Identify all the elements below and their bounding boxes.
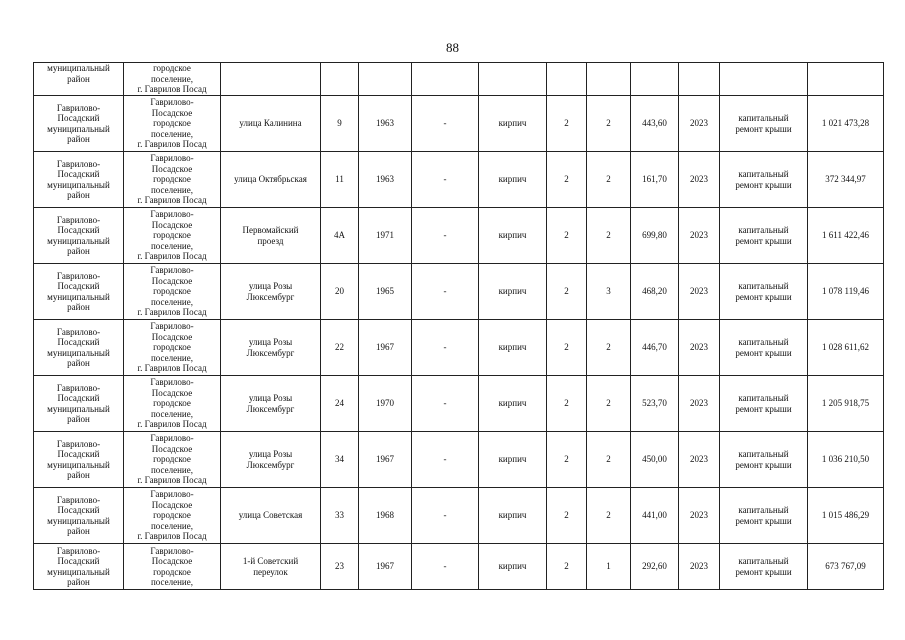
year-built-cell: 1965 [359, 264, 412, 320]
empty-cell [679, 63, 720, 96]
work-type-cell: капитальный ремонт крыши [720, 376, 808, 432]
floors-cell: 2 [547, 488, 587, 544]
dash-cell: - [412, 432, 479, 488]
dash-cell: - [412, 264, 479, 320]
street-cell: улица Калинина [221, 96, 321, 152]
empty-cell [587, 63, 631, 96]
table-row [34, 488, 884, 544]
entrances-cell: 3 [587, 264, 631, 320]
area-cell: 699,80 [631, 208, 679, 264]
house-number-cell: 34 [321, 432, 359, 488]
floors-cell: 2 [547, 152, 587, 208]
house-number-cell: 23 [321, 544, 359, 590]
dash-cell: - [412, 152, 479, 208]
street-cell: улица Розы Люксембург [221, 264, 321, 320]
house-number-cell: 9 [321, 96, 359, 152]
settlement-cell: Гаврилово- Посадское городское поселение, г. Гаврилов Посад [124, 376, 221, 432]
dash-cell: - [412, 488, 479, 544]
table-row [34, 96, 884, 152]
year-built-cell: 1967 [359, 320, 412, 376]
settlement-cell: Гаврилово- Посадское городское поселение, г. Гаврилов Посад [124, 488, 221, 544]
plan-year-cell: 2023 [679, 208, 720, 264]
year-built-cell: 1968 [359, 488, 412, 544]
empty-cell [547, 63, 587, 96]
cost-cell: 1 611 422,46 [808, 208, 884, 264]
settlement-cell: Гаврилово- Посадское городское поселение, [124, 544, 221, 590]
year-built-cell: 1963 [359, 152, 412, 208]
district-cell: Гаврилово- Посадский муниципальный район [34, 488, 124, 544]
cost-cell: 372 344,97 [808, 152, 884, 208]
plan-year-cell: 2023 [679, 488, 720, 544]
street-cell: Первомайский проезд [221, 208, 321, 264]
cost-cell: 1 028 611,62 [808, 320, 884, 376]
street-cell: улица Розы Люксембург [221, 432, 321, 488]
floors-cell: 2 [547, 432, 587, 488]
settlement-cell: городское поселение, г. Гаврилов Посад [124, 63, 221, 96]
house-number-cell: 24 [321, 376, 359, 432]
house-number-cell: 4А [321, 208, 359, 264]
work-type-cell: капитальный ремонт крыши [720, 152, 808, 208]
year-built-cell: 1970 [359, 376, 412, 432]
house-number-cell: 33 [321, 488, 359, 544]
table-row [34, 208, 884, 264]
empty-cell [808, 63, 884, 96]
table-row [34, 320, 884, 376]
entrances-cell: 2 [587, 152, 631, 208]
dash-cell: - [412, 96, 479, 152]
entrances-cell: 1 [587, 544, 631, 590]
empty-cell [479, 63, 547, 96]
cost-cell: 1 036 210,50 [808, 432, 884, 488]
settlement-cell: Гаврилово- Посадское городское поселение, г. Гаврилов Посад [124, 208, 221, 264]
table-row [34, 432, 884, 488]
district-cell: Гаврилово- Посадский муниципальный район [34, 264, 124, 320]
wall-material-cell: кирпич [479, 432, 547, 488]
district-cell: Гаврилово- Посадский муниципальный район [34, 152, 124, 208]
area-cell: 446,70 [631, 320, 679, 376]
plan-year-cell: 2023 [679, 152, 720, 208]
house-number-cell: 20 [321, 264, 359, 320]
settlement-cell: Гаврилово- Посадское городское поселение, г. Гаврилов Посад [124, 432, 221, 488]
area-cell: 292,60 [631, 544, 679, 590]
wall-material-cell: кирпич [479, 488, 547, 544]
district-cell: Гаврилово- Посадский муниципальный район [34, 208, 124, 264]
floors-cell: 2 [547, 96, 587, 152]
floors-cell: 2 [547, 376, 587, 432]
plan-year-cell: 2023 [679, 320, 720, 376]
street-cell: улица Октябрьская [221, 152, 321, 208]
repair-program-table [33, 62, 884, 590]
entrances-cell: 2 [587, 96, 631, 152]
year-built-cell: 1971 [359, 208, 412, 264]
cost-cell: 1 021 473,28 [808, 96, 884, 152]
area-cell: 468,20 [631, 264, 679, 320]
table-row [34, 544, 884, 590]
wall-material-cell: кирпич [479, 96, 547, 152]
dash-cell: - [412, 376, 479, 432]
empty-cell [631, 63, 679, 96]
house-number-cell: 11 [321, 152, 359, 208]
district-cell: Гаврилово- Посадский муниципальный район [34, 432, 124, 488]
settlement-cell: Гаврилово- Посадское городское поселение, г. Гаврилов Посад [124, 320, 221, 376]
entrances-cell: 2 [587, 432, 631, 488]
district-cell: Гаврилово- Посадский муниципальный район [34, 376, 124, 432]
dash-cell: - [412, 544, 479, 590]
empty-cell [321, 63, 359, 96]
settlement-cell: Гаврилово- Посадское городское поселение, г. Гаврилов Посад [124, 96, 221, 152]
page-number: 88 [446, 40, 459, 55]
work-type-cell: капитальный ремонт крыши [720, 432, 808, 488]
plan-year-cell: 2023 [679, 432, 720, 488]
table-row [34, 264, 884, 320]
floors-cell: 2 [547, 208, 587, 264]
wall-material-cell: кирпич [479, 544, 547, 590]
district-cell: муниципальный район [34, 63, 124, 96]
year-built-cell: 1967 [359, 432, 412, 488]
street-cell: улица Розы Люксембург [221, 320, 321, 376]
area-cell: 523,70 [631, 376, 679, 432]
district-cell: Гаврилово- Посадский муниципальный район [34, 96, 124, 152]
street-cell: улица Советская [221, 488, 321, 544]
work-type-cell: капитальный ремонт крыши [720, 264, 808, 320]
street-cell: улица Розы Люксембург [221, 376, 321, 432]
floors-cell: 2 [547, 264, 587, 320]
empty-cell [359, 63, 412, 96]
area-cell: 450,00 [631, 432, 679, 488]
work-type-cell: капитальный ремонт крыши [720, 96, 808, 152]
entrances-cell: 2 [587, 320, 631, 376]
empty-cell [412, 63, 479, 96]
cost-cell: 673 767,09 [808, 544, 884, 590]
entrances-cell: 2 [587, 376, 631, 432]
floors-cell: 2 [547, 320, 587, 376]
work-type-cell: капитальный ремонт крыши [720, 320, 808, 376]
work-type-cell: капитальный ремонт крыши [720, 488, 808, 544]
dash-cell: - [412, 320, 479, 376]
plan-year-cell: 2023 [679, 264, 720, 320]
plan-year-cell: 2023 [679, 376, 720, 432]
wall-material-cell: кирпич [479, 376, 547, 432]
work-type-cell: капитальный ремонт крыши [720, 208, 808, 264]
wall-material-cell: кирпич [479, 320, 547, 376]
settlement-cell: Гаврилово- Посадское городское поселение, г. Гаврилов Посад [124, 152, 221, 208]
area-cell: 441,00 [631, 488, 679, 544]
dash-cell: - [412, 208, 479, 264]
cost-cell: 1 078 119,46 [808, 264, 884, 320]
year-built-cell: 1963 [359, 96, 412, 152]
district-cell: Гаврилово- Посадский муниципальный район [34, 320, 124, 376]
empty-cell [720, 63, 808, 96]
year-built-cell: 1967 [359, 544, 412, 590]
table-row [34, 376, 884, 432]
cost-cell: 1 015 486,29 [808, 488, 884, 544]
table-row-continuation [34, 63, 884, 96]
wall-material-cell: кирпич [479, 208, 547, 264]
street-cell: 1-й Советский переулок [221, 544, 321, 590]
entrances-cell: 2 [587, 208, 631, 264]
floors-cell: 2 [547, 544, 587, 590]
plan-year-cell: 2023 [679, 96, 720, 152]
area-cell: 161,70 [631, 152, 679, 208]
house-number-cell: 22 [321, 320, 359, 376]
work-type-cell: капитальный ремонт крыши [720, 544, 808, 590]
district-cell: Гаврилово- Посадский муниципальный район [34, 544, 124, 590]
cost-cell: 1 205 918,75 [808, 376, 884, 432]
wall-material-cell: кирпич [479, 152, 547, 208]
plan-year-cell: 2023 [679, 544, 720, 590]
wall-material-cell: кирпич [479, 264, 547, 320]
area-cell: 443,60 [631, 96, 679, 152]
settlement-cell: Гаврилово- Посадское городское поселение, г. Гаврилов Посад [124, 264, 221, 320]
entrances-cell: 2 [587, 488, 631, 544]
table-row [34, 152, 884, 208]
empty-cell [221, 63, 321, 96]
